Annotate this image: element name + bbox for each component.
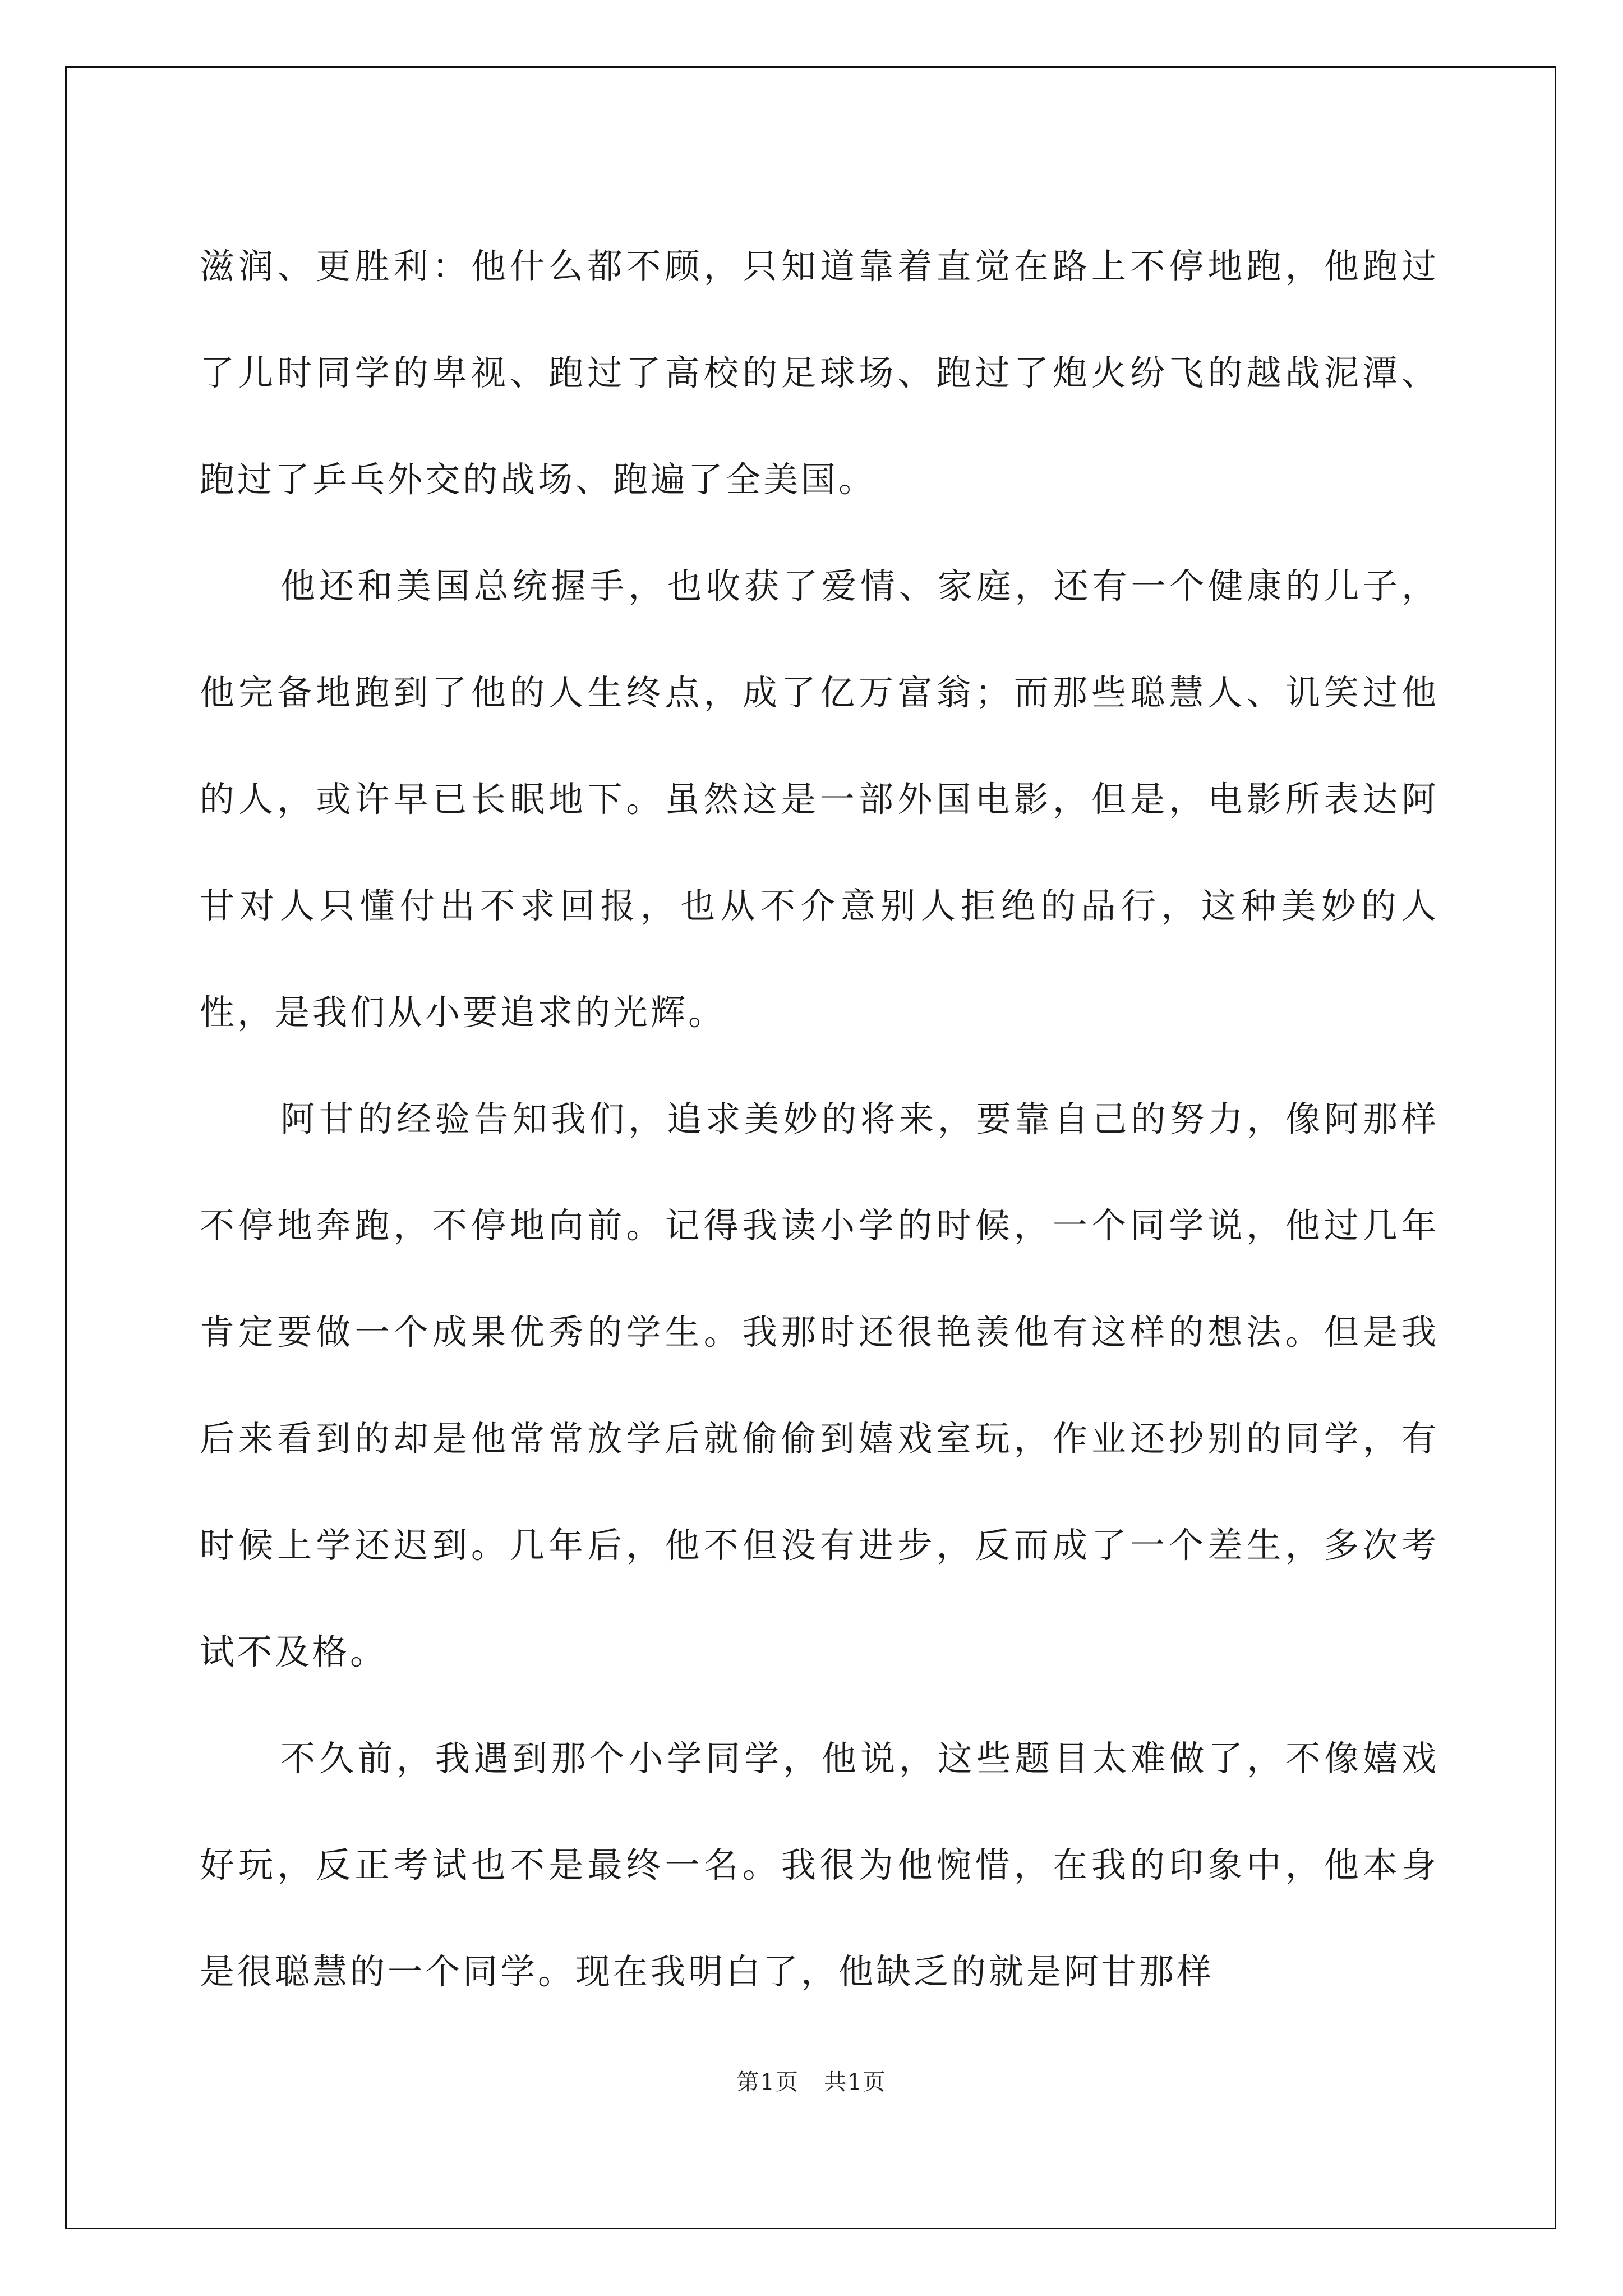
page-total: 共1页 <box>824 2069 887 2095</box>
paragraph-4: 不久前，我遇到那个小学同学，他说，这些题目太难做了，不像嬉戏好玩，反正考试也不是最终一名。我很为他惋惜，在我的印象中，他本身是很聪慧的一个同学。现在我明白了，他缺乏的就是阿甘那样 <box>200 1738 1439 1992</box>
paragraph-1: 滋润、更胜利：他什么都不顾，只知道靠着直觉在路上不停地跑，他跑过了儿时同学的卑视、跑过了高校的足球场、跑过了炮火纷飞的越战泥潭、跑过了乒乓外交的战场、跑遍了全美国。 <box>200 246 1439 500</box>
paragraph-3: 阿甘的经验告知我们，追求美妙的将来，要靠自己的努力，像阿那样不停地奔跑，不停地向前。记得我读小学的时候，一个同学说，他过几年肯定要做一个成果优秀的学生。我那时还很艳羡他有这样的想法。但是我后来看到的却是他常常放学后就偷偷到嬉戏室玩，作业还抄别的同学，有时候上学还迟到。几年后，他不但没有进步，反而成了一个差生，多次考试不及格。 <box>200 1098 1439 1672</box>
page-number: 第1页 <box>736 2069 799 2095</box>
page-footer <box>0 2064 1623 2096</box>
paragraph-2: 他还和美国总统握手，也收获了爱情、家庭，还有一个健康的儿子，他完备地跑到了他的人生终点，成了亿万富翁；而那些聪慧人、讥笑过他的人，或许早已长眠地下。虽然这是一部外国电影，但是，电影所表达阿甘对人只懂付出不求回报，也从不介意别人拒绝的品行，这种美妙的人性，是我们从小要追求的光辉。 <box>200 565 1439 1033</box>
document-body <box>200 213 1439 2025</box>
